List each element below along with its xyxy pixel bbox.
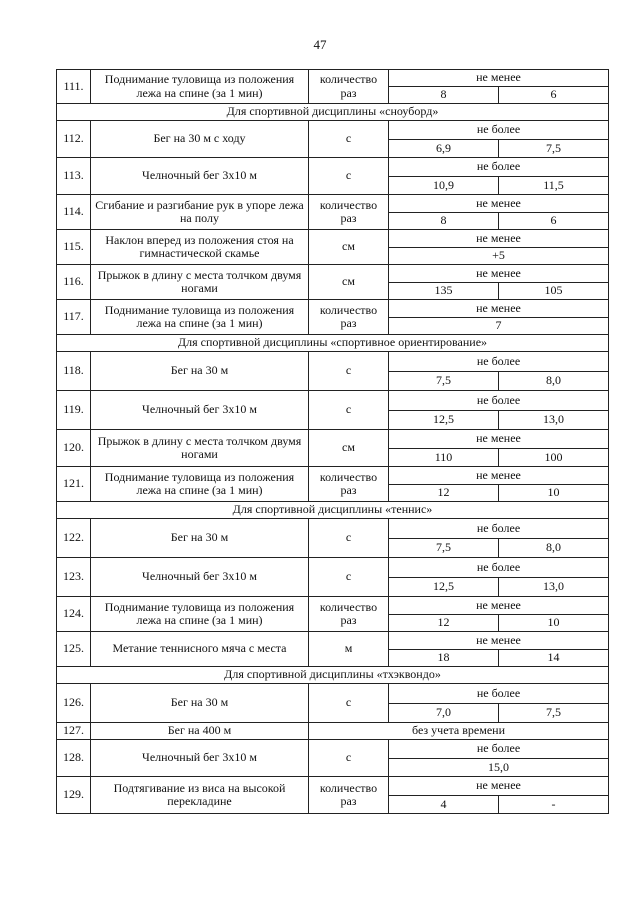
section-heading: Для спортивной дисциплины «сноуборд» bbox=[57, 104, 609, 121]
row-number: 120. bbox=[57, 430, 91, 467]
value-1: 110 bbox=[389, 448, 499, 467]
table-row bbox=[57, 740, 609, 759]
row-number: 123. bbox=[57, 558, 91, 597]
value-2: 8,0 bbox=[499, 538, 609, 558]
row-number: 125. bbox=[57, 632, 91, 667]
test-name: Сгибание и разгибание рук в упоре лежа на полу bbox=[91, 195, 309, 230]
test-name: Поднимание туловища из положения лежа на спине (за 1 мин) bbox=[91, 300, 309, 335]
value-2: 7,5 bbox=[499, 139, 609, 158]
unit: м bbox=[309, 632, 389, 667]
test-name: Бег на 400 м bbox=[91, 723, 309, 740]
value-2: 14 bbox=[499, 649, 609, 667]
condition: не менее bbox=[389, 632, 609, 650]
unit: количество раз bbox=[309, 195, 389, 230]
test-name: Прыжок в длину с места толчком двумя ногами bbox=[91, 430, 309, 467]
value-1: 12 bbox=[389, 614, 499, 632]
value-2: 13,0 bbox=[499, 410, 609, 430]
value-2: 10 bbox=[499, 484, 609, 502]
section-heading: Для спортивной дисциплины «спортивное ориентирование» bbox=[57, 335, 609, 352]
row-number: 116. bbox=[57, 265, 91, 300]
value-2: - bbox=[499, 795, 609, 814]
value-1: 7,5 bbox=[389, 371, 499, 391]
condition: не менее bbox=[389, 195, 609, 213]
unit: см bbox=[309, 265, 389, 300]
test-name: Челночный бег 3х10 м bbox=[91, 740, 309, 777]
value-1: 12,5 bbox=[389, 410, 499, 430]
row-number: 121. bbox=[57, 467, 91, 502]
row-number: 113. bbox=[57, 158, 91, 195]
value-2: 6 bbox=[499, 87, 609, 104]
value-1: 12 bbox=[389, 484, 499, 502]
unit: с bbox=[309, 121, 389, 158]
value: 7 bbox=[389, 317, 609, 335]
table-row bbox=[57, 632, 609, 650]
value-2: 100 bbox=[499, 448, 609, 467]
table-row bbox=[57, 558, 609, 578]
unit: количество раз bbox=[309, 597, 389, 632]
test-name: Бег на 30 м bbox=[91, 519, 309, 558]
condition: не более bbox=[389, 558, 609, 578]
table-row bbox=[57, 430, 609, 449]
row-number: 111. bbox=[57, 70, 91, 104]
value-2: 105 bbox=[499, 282, 609, 300]
condition: не более bbox=[389, 740, 609, 759]
test-name: Поднимание туловища из положения лежа на спине (за 1 мин) bbox=[91, 597, 309, 632]
table-row bbox=[57, 777, 609, 796]
test-name: Поднимание туловища из положения лежа на спине (за 1 мин) bbox=[91, 467, 309, 502]
row-number: 126. bbox=[57, 684, 91, 723]
unit: с bbox=[309, 740, 389, 777]
table-row bbox=[57, 230, 609, 248]
test-name: Метание теннисного мяча с места bbox=[91, 632, 309, 667]
value-1: 7,5 bbox=[389, 538, 499, 558]
test-name: Челночный бег 3х10 м bbox=[91, 158, 309, 195]
unit: количество раз bbox=[309, 777, 389, 814]
value: 15,0 bbox=[389, 758, 609, 777]
value-2: 13,0 bbox=[499, 577, 609, 597]
test-name: Подтягивание из виса на высокой перекладине bbox=[91, 777, 309, 814]
condition: не более bbox=[389, 352, 609, 372]
value-1: 4 bbox=[389, 795, 499, 814]
unit: см bbox=[309, 430, 389, 467]
table-row bbox=[57, 195, 609, 213]
value-2: 7,5 bbox=[499, 703, 609, 723]
row-number: 117. bbox=[57, 300, 91, 335]
value-1: 18 bbox=[389, 649, 499, 667]
value-1: 7,0 bbox=[389, 703, 499, 723]
unit: количество раз bbox=[309, 467, 389, 502]
unit: количество раз bbox=[309, 300, 389, 335]
table-row bbox=[57, 158, 609, 177]
row-number: 112. bbox=[57, 121, 91, 158]
condition: не менее bbox=[389, 777, 609, 796]
table-row bbox=[57, 467, 609, 485]
condition: не более bbox=[389, 391, 609, 411]
unit: см bbox=[309, 230, 389, 265]
condition: не менее bbox=[389, 70, 609, 87]
table-row bbox=[57, 300, 609, 318]
condition: не более bbox=[389, 158, 609, 177]
condition: не более bbox=[389, 519, 609, 539]
table-row bbox=[57, 684, 609, 704]
page-number: 47 bbox=[313, 37, 327, 52]
condition: без учета времени bbox=[309, 723, 609, 740]
test-name: Челночный бег 3х10 м bbox=[91, 558, 309, 597]
row-number: 115. bbox=[57, 230, 91, 265]
value-2: 10 bbox=[499, 614, 609, 632]
test-name: Бег на 30 м с ходу bbox=[91, 121, 309, 158]
test-name: Прыжок в длину с места толчком двумя ногами bbox=[91, 265, 309, 300]
table-row bbox=[57, 121, 609, 140]
unit: с bbox=[309, 519, 389, 558]
table-row bbox=[57, 265, 609, 283]
condition: не менее bbox=[389, 230, 609, 248]
row-number: 114. bbox=[57, 195, 91, 230]
test-name: Наклон вперед из положения стоя на гимнастической скамье bbox=[91, 230, 309, 265]
condition: не менее bbox=[389, 597, 609, 615]
row-number: 127. bbox=[57, 723, 91, 740]
test-name: Бег на 30 м bbox=[91, 684, 309, 723]
value-1: 12,5 bbox=[389, 577, 499, 597]
table-row bbox=[57, 519, 609, 539]
value-2: 6 bbox=[499, 212, 609, 230]
row-number: 128. bbox=[57, 740, 91, 777]
table-row bbox=[57, 723, 609, 740]
unit: с bbox=[309, 684, 389, 723]
section-heading: Для спортивной дисциплины «тхэквондо» bbox=[57, 667, 609, 684]
value-2: 11,5 bbox=[499, 176, 609, 195]
table-row bbox=[57, 352, 609, 372]
table-row bbox=[57, 597, 609, 615]
condition: не менее bbox=[389, 265, 609, 283]
test-name: Бег на 30 м bbox=[91, 352, 309, 391]
value-1: 8 bbox=[389, 212, 499, 230]
unit: с bbox=[309, 558, 389, 597]
condition: не более bbox=[389, 684, 609, 704]
value-1: 135 bbox=[389, 282, 499, 300]
test-name: Челночный бег 3х10 м bbox=[91, 391, 309, 430]
test-name: Поднимание туловища из положения лежа на спине (за 1 мин) bbox=[91, 70, 309, 104]
table-row bbox=[57, 391, 609, 411]
unit: с bbox=[309, 352, 389, 391]
unit: количество раз bbox=[309, 70, 389, 104]
row-number: 118. bbox=[57, 352, 91, 391]
value-1: 8 bbox=[389, 87, 499, 104]
condition: не более bbox=[389, 121, 609, 140]
value-2: 8,0 bbox=[499, 371, 609, 391]
value: +5 bbox=[389, 247, 609, 265]
row-number: 129. bbox=[57, 777, 91, 814]
row-number: 122. bbox=[57, 519, 91, 558]
standards-table bbox=[56, 69, 609, 814]
value-1: 6,9 bbox=[389, 139, 499, 158]
section-heading: Для спортивной дисциплины «теннис» bbox=[57, 502, 609, 519]
condition: не менее bbox=[389, 430, 609, 449]
condition: не менее bbox=[389, 467, 609, 485]
value-1: 10,9 bbox=[389, 176, 499, 195]
condition: не менее bbox=[389, 300, 609, 318]
table-row bbox=[57, 70, 609, 87]
row-number: 124. bbox=[57, 597, 91, 632]
unit: с bbox=[309, 391, 389, 430]
row-number: 119. bbox=[57, 391, 91, 430]
unit: с bbox=[309, 158, 389, 195]
